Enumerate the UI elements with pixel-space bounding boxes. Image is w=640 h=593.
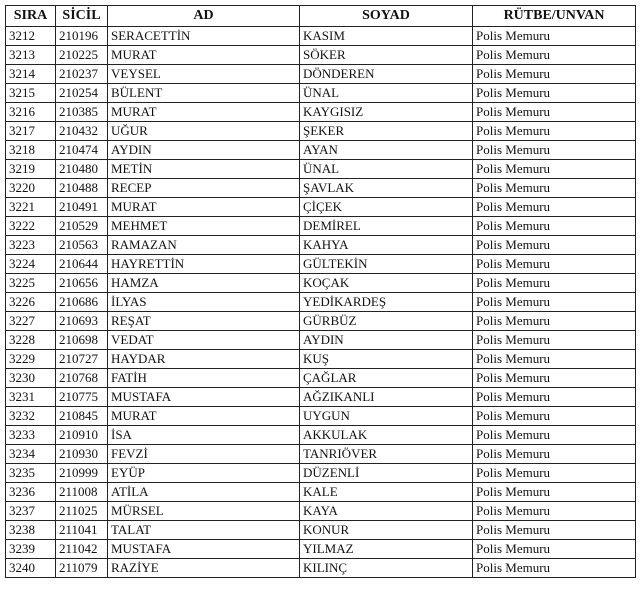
cell-rutbe: Polis Memuru <box>473 312 636 331</box>
cell-rutbe: Polis Memuru <box>473 27 636 46</box>
table-row <box>6 350 636 369</box>
cell-ad: MURAT <box>108 103 300 122</box>
cell-sicil: 210385 <box>56 103 108 122</box>
cell-rutbe: Polis Memuru <box>473 407 636 426</box>
table-row <box>6 46 636 65</box>
cell-rutbe: Polis Memuru <box>473 540 636 559</box>
cell-rutbe: Polis Memuru <box>473 122 636 141</box>
cell-sicil: 211041 <box>56 521 108 540</box>
cell-soyad: KASIM <box>300 27 473 46</box>
table-row <box>6 198 636 217</box>
table-row <box>6 274 636 293</box>
cell-ad: İSA <box>108 426 300 445</box>
cell-sicil: 210768 <box>56 369 108 388</box>
table-row <box>6 369 636 388</box>
cell-rutbe: Polis Memuru <box>473 388 636 407</box>
cell-rutbe: Polis Memuru <box>473 559 636 578</box>
cell-sicil: 211042 <box>56 540 108 559</box>
cell-sira: 3214 <box>6 65 56 84</box>
cell-ad: HAYRETTİN <box>108 255 300 274</box>
cell-soyad: ÇİÇEK <box>300 198 473 217</box>
cell-soyad: GÜLTEKİN <box>300 255 473 274</box>
cell-ad: MUSTAFA <box>108 540 300 559</box>
header-row <box>6 6 636 27</box>
cell-sicil: 210196 <box>56 27 108 46</box>
cell-soyad: ŞAVLAK <box>300 179 473 198</box>
cell-rutbe: Polis Memuru <box>473 502 636 521</box>
table-row <box>6 255 636 274</box>
cell-sicil: 210656 <box>56 274 108 293</box>
cell-soyad: ÇAĞLAR <box>300 369 473 388</box>
table-row <box>6 464 636 483</box>
cell-rutbe: Polis Memuru <box>473 236 636 255</box>
header-soyad: SOYAD <box>300 6 473 27</box>
table-row <box>6 483 636 502</box>
cell-ad: MEHMET <box>108 217 300 236</box>
header-sira: SIRA <box>6 6 56 27</box>
cell-rutbe: Polis Memuru <box>473 255 636 274</box>
table-row <box>6 540 636 559</box>
cell-rutbe: Polis Memuru <box>473 369 636 388</box>
cell-ad: ATİLA <box>108 483 300 502</box>
cell-soyad: DÖNDEREN <box>300 65 473 84</box>
cell-sicil: 210930 <box>56 445 108 464</box>
cell-ad: SERACETTİN <box>108 27 300 46</box>
cell-ad: MURAT <box>108 407 300 426</box>
table-row <box>6 141 636 160</box>
cell-ad: MURAT <box>108 46 300 65</box>
cell-sira: 3232 <box>6 407 56 426</box>
cell-sicil: 210686 <box>56 293 108 312</box>
cell-ad: HAYDAR <box>108 350 300 369</box>
cell-sicil: 210563 <box>56 236 108 255</box>
cell-sira: 3223 <box>6 236 56 255</box>
cell-soyad: YEDİKARDEŞ <box>300 293 473 312</box>
cell-ad: HAMZA <box>108 274 300 293</box>
cell-sira: 3238 <box>6 521 56 540</box>
table-row <box>6 84 636 103</box>
cell-soyad: YILMAZ <box>300 540 473 559</box>
header-sicil: SİCİL <box>56 6 108 27</box>
cell-soyad: KAHYA <box>300 236 473 255</box>
cell-sira: 3239 <box>6 540 56 559</box>
roster-document <box>5 5 635 578</box>
cell-rutbe: Polis Memuru <box>473 483 636 502</box>
cell-rutbe: Polis Memuru <box>473 426 636 445</box>
cell-soyad: DEMİREL <box>300 217 473 236</box>
cell-soyad: ÜNAL <box>300 84 473 103</box>
cell-sira: 3233 <box>6 426 56 445</box>
table-row <box>6 388 636 407</box>
cell-soyad: KONUR <box>300 521 473 540</box>
cell-ad: FATİH <box>108 369 300 388</box>
cell-sira: 3225 <box>6 274 56 293</box>
cell-sira: 3218 <box>6 141 56 160</box>
cell-soyad: AĞZIKANLI <box>300 388 473 407</box>
table-body <box>6 27 636 578</box>
cell-rutbe: Polis Memuru <box>473 274 636 293</box>
cell-sicil: 210845 <box>56 407 108 426</box>
cell-sira: 3227 <box>6 312 56 331</box>
cell-ad: AYDIN <box>108 141 300 160</box>
table-row <box>6 293 636 312</box>
cell-sira: 3228 <box>6 331 56 350</box>
cell-sira: 3220 <box>6 179 56 198</box>
cell-soyad: ŞEKER <box>300 122 473 141</box>
table-row <box>6 312 636 331</box>
table-row <box>6 502 636 521</box>
cell-sicil: 211025 <box>56 502 108 521</box>
table-row <box>6 559 636 578</box>
cell-rutbe: Polis Memuru <box>473 521 636 540</box>
cell-ad: İLYAS <box>108 293 300 312</box>
cell-sira: 3212 <box>6 27 56 46</box>
cell-sira: 3216 <box>6 103 56 122</box>
cell-soyad: KAYA <box>300 502 473 521</box>
cell-rutbe: Polis Memuru <box>473 160 636 179</box>
cell-sicil: 211079 <box>56 559 108 578</box>
cell-rutbe: Polis Memuru <box>473 103 636 122</box>
cell-sira: 3235 <box>6 464 56 483</box>
cell-sira: 3215 <box>6 84 56 103</box>
cell-ad: MÜRSEL <box>108 502 300 521</box>
table-row <box>6 65 636 84</box>
cell-sicil: 211008 <box>56 483 108 502</box>
cell-rutbe: Polis Memuru <box>473 445 636 464</box>
cell-soyad: DÜZENLİ <box>300 464 473 483</box>
cell-soyad: KILINÇ <box>300 559 473 578</box>
cell-sicil: 210529 <box>56 217 108 236</box>
cell-rutbe: Polis Memuru <box>473 350 636 369</box>
cell-sira: 3229 <box>6 350 56 369</box>
cell-rutbe: Polis Memuru <box>473 293 636 312</box>
cell-ad: FEVZİ <box>108 445 300 464</box>
personnel-table <box>5 5 636 578</box>
cell-sicil: 210999 <box>56 464 108 483</box>
cell-sicil: 210225 <box>56 46 108 65</box>
cell-ad: UĞUR <box>108 122 300 141</box>
cell-rutbe: Polis Memuru <box>473 65 636 84</box>
cell-ad: RAZİYE <box>108 559 300 578</box>
header-rutbe: RÜTBE/UNVAN <box>473 6 636 27</box>
cell-ad: MURAT <box>108 198 300 217</box>
table-row <box>6 103 636 122</box>
cell-sira: 3224 <box>6 255 56 274</box>
cell-sira: 3236 <box>6 483 56 502</box>
cell-soyad: ÜNAL <box>300 160 473 179</box>
table-row <box>6 27 636 46</box>
cell-sira: 3213 <box>6 46 56 65</box>
cell-sira: 3231 <box>6 388 56 407</box>
cell-soyad: AKKULAK <box>300 426 473 445</box>
cell-soyad: KALE <box>300 483 473 502</box>
cell-sira: 3240 <box>6 559 56 578</box>
cell-rutbe: Polis Memuru <box>473 331 636 350</box>
cell-rutbe: Polis Memuru <box>473 179 636 198</box>
cell-sira: 3217 <box>6 122 56 141</box>
cell-soyad: SÖKER <box>300 46 473 65</box>
cell-soyad: KUŞ <box>300 350 473 369</box>
table-row <box>6 179 636 198</box>
cell-sicil: 210254 <box>56 84 108 103</box>
cell-rutbe: Polis Memuru <box>473 217 636 236</box>
cell-soyad: KAYGISIZ <box>300 103 473 122</box>
cell-ad: RECEP <box>108 179 300 198</box>
cell-sicil: 210432 <box>56 122 108 141</box>
table-row <box>6 521 636 540</box>
cell-sicil: 210491 <box>56 198 108 217</box>
cell-soyad: GÜRBÜZ <box>300 312 473 331</box>
cell-soyad: KOÇAK <box>300 274 473 293</box>
cell-sicil: 210698 <box>56 331 108 350</box>
cell-sicil: 210775 <box>56 388 108 407</box>
table-row <box>6 217 636 236</box>
table-row <box>6 122 636 141</box>
cell-soyad: AYDIN <box>300 331 473 350</box>
cell-sira: 3234 <box>6 445 56 464</box>
cell-sicil: 210644 <box>56 255 108 274</box>
cell-rutbe: Polis Memuru <box>473 141 636 160</box>
cell-sicil: 210480 <box>56 160 108 179</box>
cell-sicil: 210910 <box>56 426 108 445</box>
cell-sira: 3226 <box>6 293 56 312</box>
cell-ad: EYÜP <box>108 464 300 483</box>
cell-ad: VEYSEL <box>108 65 300 84</box>
cell-sicil: 210727 <box>56 350 108 369</box>
cell-ad: VEDAT <box>108 331 300 350</box>
cell-sira: 3219 <box>6 160 56 179</box>
cell-sicil: 210693 <box>56 312 108 331</box>
table-row <box>6 407 636 426</box>
cell-ad: METİN <box>108 160 300 179</box>
table-row <box>6 160 636 179</box>
cell-soyad: UYGUN <box>300 407 473 426</box>
cell-sira: 3237 <box>6 502 56 521</box>
cell-ad: MUSTAFA <box>108 388 300 407</box>
table-row <box>6 426 636 445</box>
table-row <box>6 236 636 255</box>
header-ad: AD <box>108 6 300 27</box>
cell-rutbe: Polis Memuru <box>473 198 636 217</box>
cell-sicil: 210488 <box>56 179 108 198</box>
cell-sicil: 210237 <box>56 65 108 84</box>
table-row <box>6 445 636 464</box>
cell-ad: REŞAT <box>108 312 300 331</box>
cell-rutbe: Polis Memuru <box>473 46 636 65</box>
cell-sira: 3222 <box>6 217 56 236</box>
cell-sira: 3230 <box>6 369 56 388</box>
cell-rutbe: Polis Memuru <box>473 84 636 103</box>
table-row <box>6 331 636 350</box>
cell-soyad: TANRIÖVER <box>300 445 473 464</box>
table-header <box>6 6 636 27</box>
cell-sicil: 210474 <box>56 141 108 160</box>
cell-ad: TALAT <box>108 521 300 540</box>
cell-ad: BÜLENT <box>108 84 300 103</box>
cell-soyad: AYAN <box>300 141 473 160</box>
cell-rutbe: Polis Memuru <box>473 464 636 483</box>
cell-ad: RAMAZAN <box>108 236 300 255</box>
cell-sira: 3221 <box>6 198 56 217</box>
